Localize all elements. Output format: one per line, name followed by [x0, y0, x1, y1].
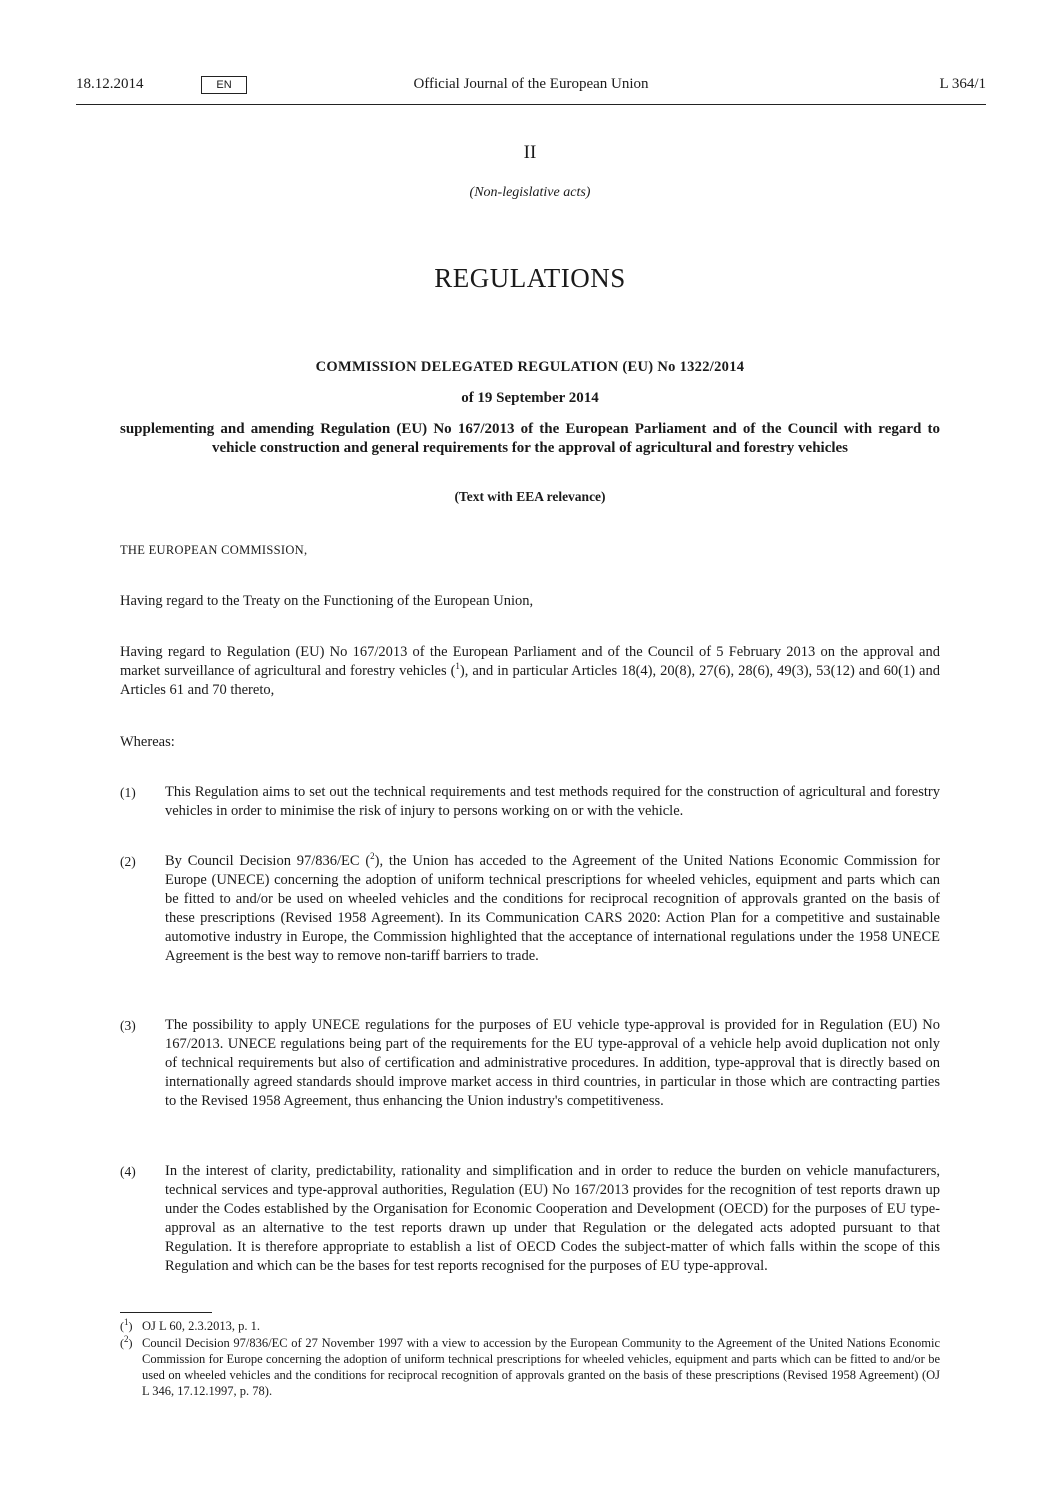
recital-text-end: ), the Union has acceded to the Agreement of the United Nations Economic Commission for Europe (UNECE) concerning the adoption of uniform technical prescriptions for wheeled vehicles, equipment and parts which can be fitted to and/or be used on wheeled vehicles and the conditions for reciprocal recognition of approvals granted on the basis of these prescriptions (Revised 1958 Agreement). In its Communication CARS 2020: Action Plan for a competitive and sustainable automotive industry in Europe, the Commission highlighted that the acceptance of international regulations under the 1958 UNECE Agreement is the best way to remove non-tariff barriers to trade.: [165, 853, 940, 964]
part-subtitle: (Non-legislative acts): [469, 185, 591, 200]
footnote-2: [120, 1335, 940, 1399]
recital-4: [120, 1162, 940, 1276]
commission-heading: THE EUROPEAN COMMISSION,: [120, 543, 308, 557]
language-badge: EN: [201, 76, 247, 94]
footnote-text: Council Decision 97/836/EC of 27 November 1997 with a view to accession by the European Community to the Agreement of the United Nations Economic Commission for Europe concerning the adoption of uniform technical prescriptions for wheeled vehicles, equipment and parts which can be fitted to and/or be used on wheeled vehicles and the conditions for reciprocal recognition of approvals granted on the basis of these prescriptions (Revised 1958 Agreement) (OJ L 346, 17.12.1997, p. 78).: [142, 1336, 940, 1398]
recital-text: In the interest of clarity, predictability, rationality and simplification and in order to reduce the burden on vehicle manufacturers, technical services and type-approval authorities, Regulation (EU) No 167/2013 provides for the recognition of test reports drawn up under the Codes established by the Organisation for Economic Cooperation and Development (OECD) for the purposes of EU type-approval as an alternative to the test reports drawn up under that Regulation or the delegated acts adopted pursuant to that Regulation. It is therefore appropriate to establish a list of OECD Codes the subject-matter of which falls within the scope of this Regulation and which can be the bases for test reports recognised for the purposes of EU type-approval.: [165, 1163, 940, 1274]
footnote-divider: [120, 1312, 212, 1313]
page-reference: L 364/1: [939, 76, 986, 92]
recital-text-start: By Council Decision 97/836/EC (: [165, 853, 371, 869]
recital-text: This Regulation aims to set out the technical requirements and test methods required for the construction of agricultural and forestry vehicles in order to minimise the risk of injury to persons working on or with the vehicle.: [165, 784, 940, 819]
footnote-mark: ($^2$): [120, 1334, 133, 1350]
recital-text: The possibility to apply UNECE regulations for the purposes of EU vehicle type-approval is provided for in Regulation (EU) No 167/2013. UNECE regulations being part of the requirements for the EU type-approval of a vehicle help avoid duplication not only of technical requirements but also of certification and administrative procedures. In addition, type-approval that is directly based on internationally agreed standards should improve market access in third countries, in particular in those which are contracting parties to the Revised 1958 Agreement, thus enhancing the Union industry's competitiveness.: [165, 1017, 940, 1109]
whereas-heading: Whereas:: [120, 734, 175, 750]
recital-number: (3): [120, 1018, 136, 1033]
footnote-text: OJ L 60, 2.3.2013, p. 1.: [142, 1319, 260, 1333]
header-divider: [76, 104, 986, 105]
regulation-title: COMMISSION DELEGATED REGULATION (EU) No 1322/2014: [315, 359, 745, 375]
footnote-1: [120, 1318, 940, 1334]
eea-relevance: (Text with EEA relevance): [454, 489, 606, 504]
footnote-ref-2[interactable]: 2: [370, 851, 375, 862]
having-regard-regulation: [120, 643, 940, 700]
part-number: II: [523, 142, 537, 163]
recital-number: (4): [120, 1164, 136, 1179]
footnote-mark: ($^1$): [120, 1317, 133, 1333]
recital-3: [120, 1016, 940, 1111]
footnotes: [120, 1318, 940, 1400]
footnote-ref-1[interactable]: 1: [455, 661, 460, 672]
section-heading: REGULATIONS: [434, 263, 626, 293]
recital-number: (2): [120, 854, 136, 869]
recital-2: [120, 852, 940, 966]
recital-1: [120, 783, 940, 821]
regulation-date: of 19 September 2014: [461, 390, 599, 406]
publication-date: 18.12.2014: [76, 76, 144, 92]
regulation-subtitle: supplementing and amending Regulation (EU) No 167/2013 of the European Parliament and of the Council with regard to vehicle construction and general requirements for the approval of agricultural and forestry vehicles: [120, 421, 940, 456]
recital-text: [165, 852, 940, 966]
recital-number: (1): [120, 785, 136, 800]
journal-title: Official Journal of the European Union: [413, 76, 649, 92]
having-regard-text-end: ), and in particular Articles 18(4), 20(8), 27(6), 28(6), 49(3), 53(12) and 60(1) and Articles 61 and 70 thereto,: [120, 663, 940, 698]
journal-header: [76, 76, 986, 104]
having-regard-treaty: Having regard to the Treaty on the Functioning of the European Union,: [120, 593, 534, 609]
having-regard-text-start: Having regard to Regulation (EU) No 167/2013 of the European Parliament and of the Council of 5 February 2013 on the approval and market surveillance of agricultural and forestry vehicles (: [120, 644, 940, 679]
